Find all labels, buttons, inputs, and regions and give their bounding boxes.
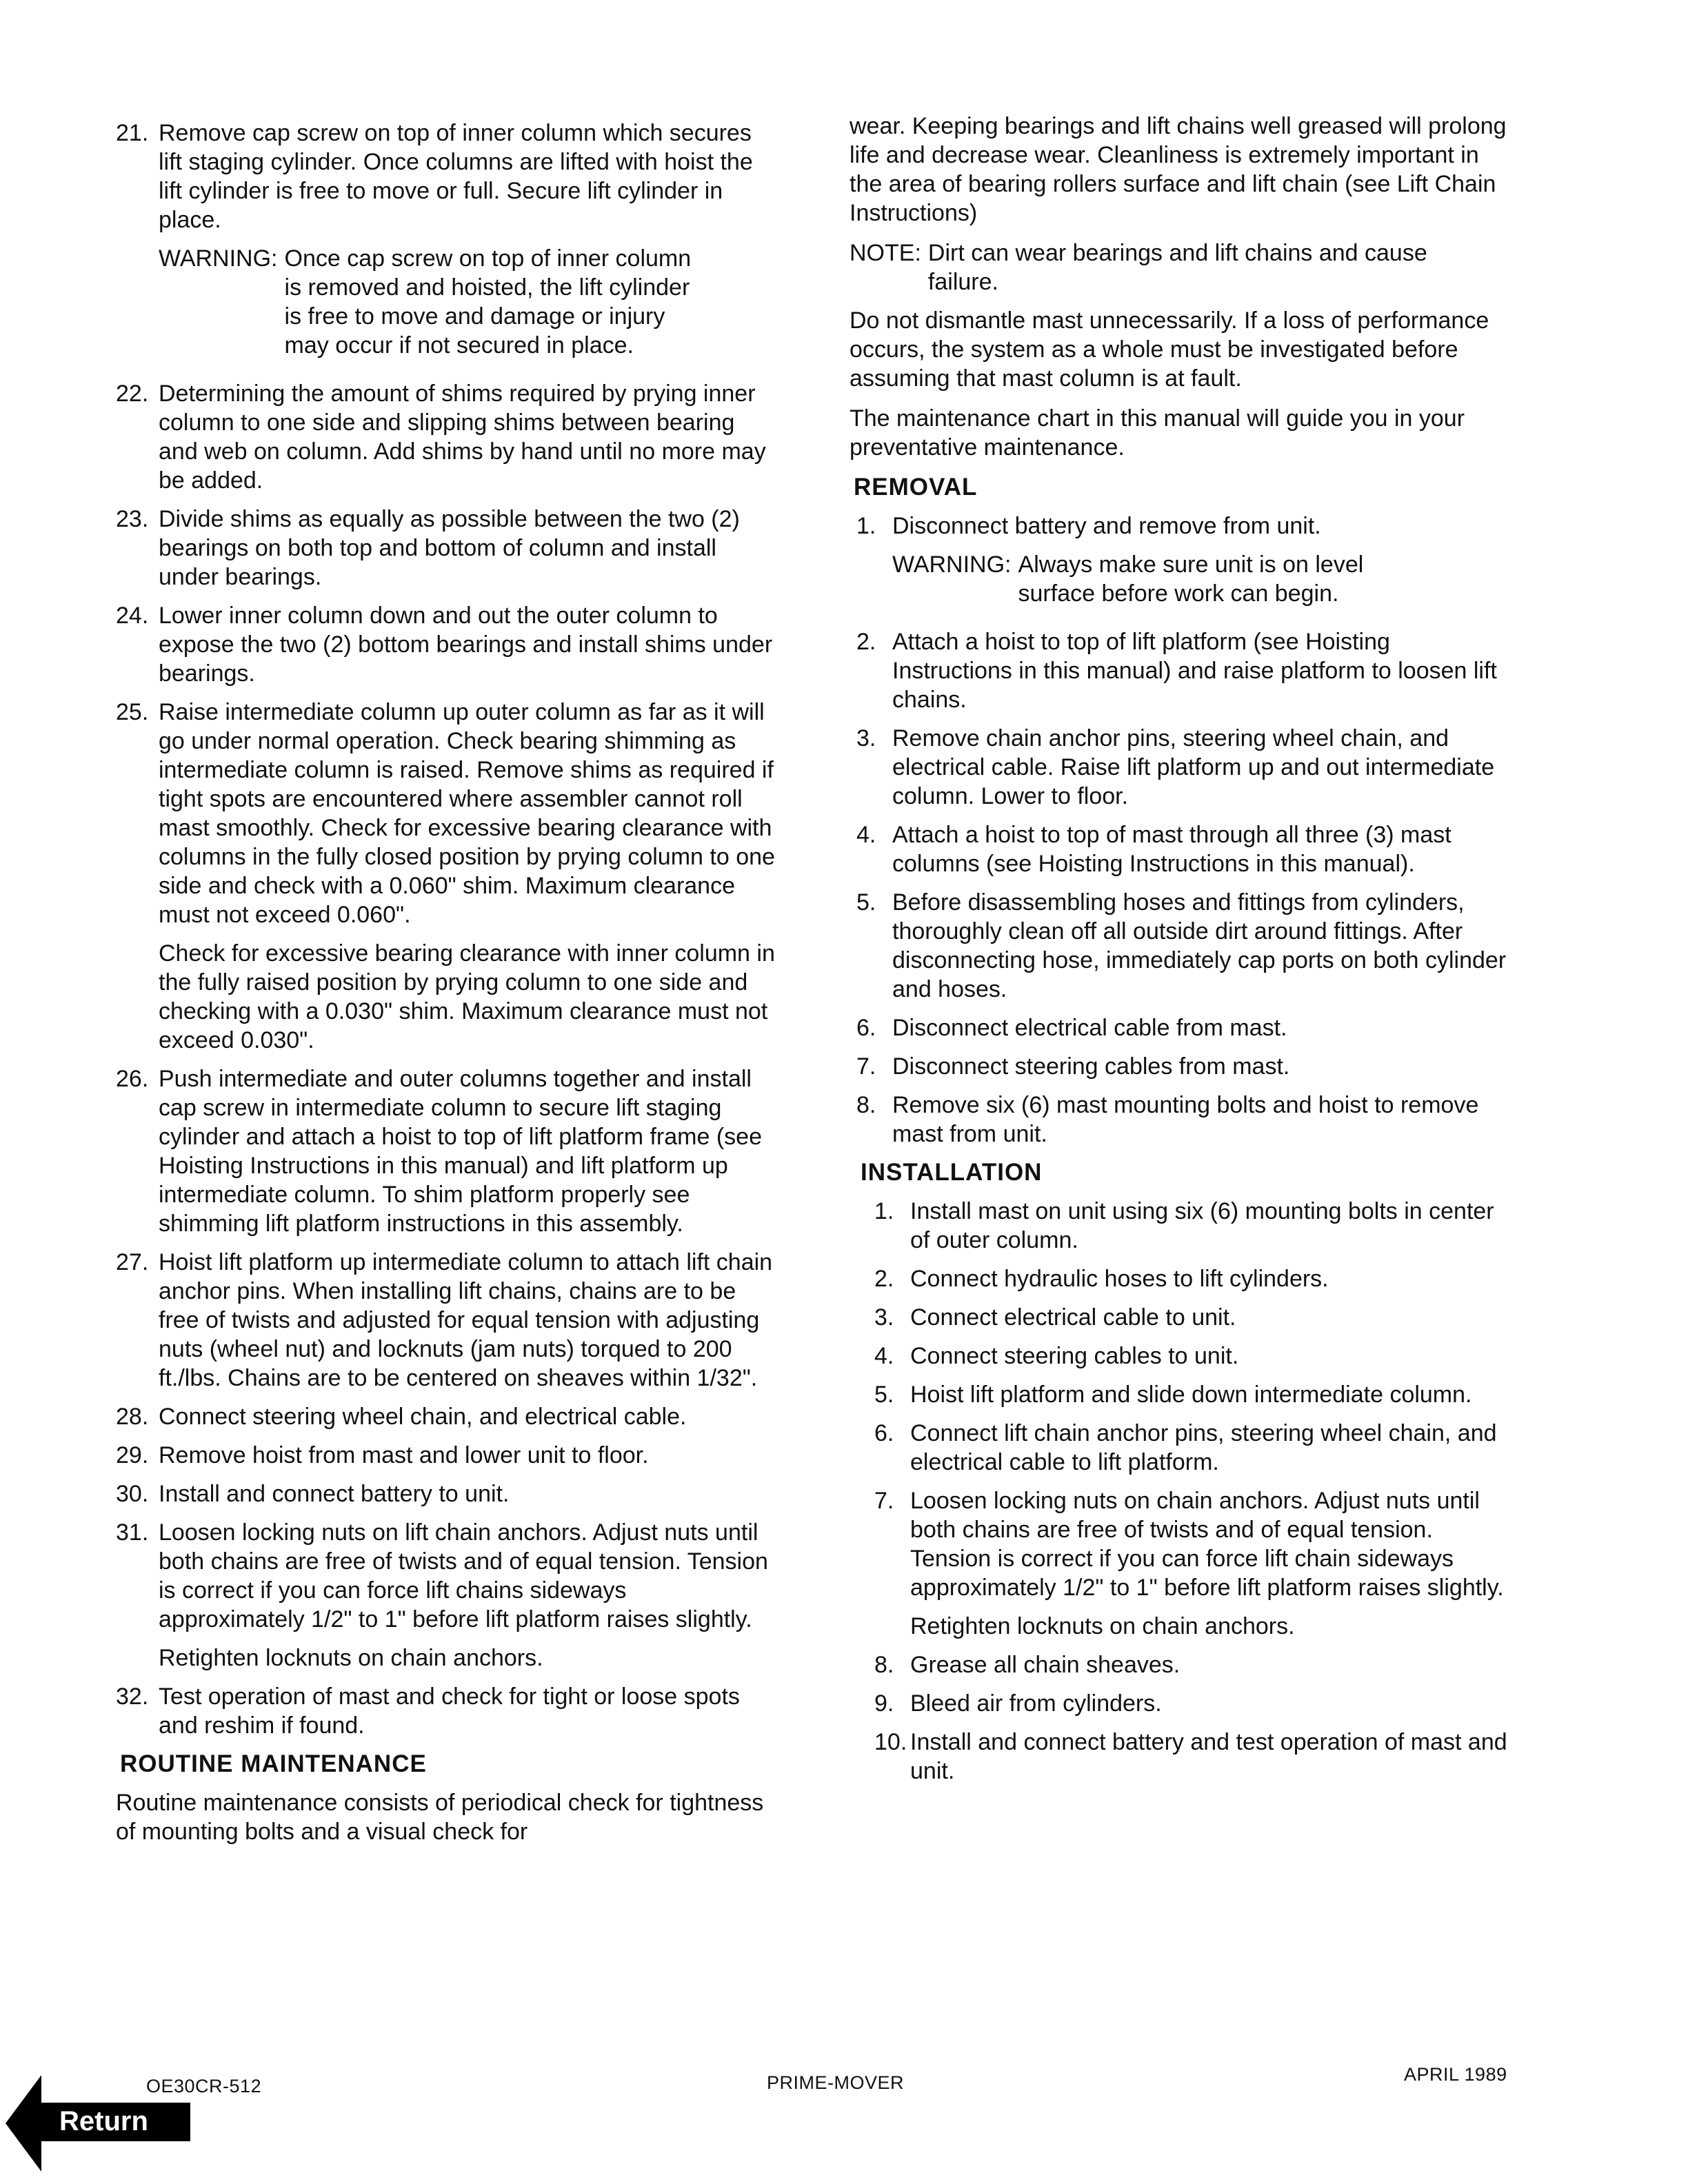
step-body [910, 1486, 1511, 1641]
document-code: OE30CR-512 [146, 2076, 262, 2096]
list-item [856, 888, 1511, 1004]
list-item [116, 1402, 778, 1431]
list-item [856, 1091, 1511, 1149]
step-number: 10. [874, 1729, 907, 1755]
step-number: 25. [116, 699, 149, 725]
step-body [159, 505, 778, 592]
step-body [159, 698, 778, 1055]
right-column [850, 112, 1511, 1795]
step-text: Grease all chain sheaves. [910, 1652, 1180, 1678]
maintenance-chart-paragraph: The maintenance chart in this manual will guide you in your preventative maintenance. [850, 405, 1465, 461]
step-number: 21. [116, 120, 149, 146]
step-text: Install and connect battery to unit. [159, 1481, 510, 1507]
step-text: Hoist lift platform up intermediate column to attach lift chain anchor pins. When installing lift chains, chains are to be free of twists and adjusted for equal tension with adjusting nuts (wheel nut) and locknuts (jam nuts) torqued to 200 ft./lbs. Chains are to be centered on sheaves within 1/32". [159, 1249, 773, 1391]
step-number: 27. [116, 1249, 149, 1275]
step-text: Connect steering wheel chain, and electrical cable. [159, 1404, 687, 1430]
step-body [910, 1419, 1511, 1477]
step-body [892, 820, 1511, 878]
list-item [874, 1380, 1511, 1409]
list-item [116, 1441, 778, 1470]
list-item [856, 1052, 1511, 1081]
step-text: Disconnect battery and remove from unit. [892, 513, 1321, 539]
list-item [116, 1064, 778, 1238]
step-text: Install and connect battery and test operation of mast and unit. [910, 1729, 1507, 1784]
step-text: Retighten locknuts on chain anchors. [910, 1613, 1295, 1639]
routine-maintenance-text: Routine maintenance consists of periodical check for tightness of mounting bolts and a visual check for [116, 1790, 764, 1845]
step-number: 23. [116, 506, 149, 532]
step-number: 2. [874, 1266, 894, 1292]
step-text: Check for excessive bearing clearance with inner column in the fully raised position by prying column to one side and checking with a 0.030" shim. Maximum clearance must not exceed 0.030". [159, 940, 775, 1053]
step-body [910, 1197, 1511, 1255]
step-text: Install mast on unit using six (6) mounting bolts in center of outer column. [910, 1198, 1494, 1253]
dismantle-paragraph: Do not dismantle mast unnecessarily. If a loss of performance occurs, the system as a whole must be investigated before assuming that mast column is at fault. [850, 307, 1489, 392]
step-number: 24. [116, 603, 149, 629]
step-text: Disconnect steering cables from mast. [892, 1053, 1290, 1080]
step-number: 28. [116, 1404, 149, 1430]
step-body [910, 1342, 1238, 1371]
warning-text: Always make sure unit is on level surface before work can begin. [1018, 552, 1364, 607]
step-body [892, 627, 1511, 714]
step-number: 7. [856, 1053, 876, 1080]
step-text: Connect hydraulic hoses to lift cylinders. [910, 1266, 1329, 1292]
step-text: Hoist lift platform and slide down intermediate column. [910, 1382, 1472, 1408]
step-text: Lower inner column down and out the outer column to expose the two (2) bottom bearings and install shims under bearings. [159, 603, 773, 687]
step-body [892, 512, 1511, 618]
installation-steps [874, 1197, 1511, 1786]
removal-steps [856, 512, 1511, 1149]
list-item [874, 1650, 1511, 1679]
step-body [910, 1264, 1329, 1293]
step-text: Connect lift chain anchor pins, steering wheel chain, and electrical cable to lift platform. [910, 1420, 1497, 1475]
maintenance-intro: wear. Keeping bearings and lift chains well greased will prolong life and decrease wear. Cleanliness is extremely important in the area of bearing rollers surface and lift chain (see Lift Chain Instructions) [850, 113, 1507, 226]
step-body [892, 1013, 1287, 1042]
list-item [856, 512, 1511, 618]
step-text: Remove cap screw on top of inner column which secures lift staging cylinder. Once columns are lifted with hoist the lift cylinder is free to move or full. Secure lift cylinder in place. [159, 120, 753, 233]
step-body [910, 1650, 1180, 1679]
step-number: 3. [856, 725, 876, 751]
step-body [159, 1441, 649, 1470]
list-item [116, 1248, 778, 1393]
warning-text: Once cap screw on top of inner column is removed and hoisted, the lift cylinder is free to move and damage or injury may occur if not secured in place. [284, 245, 692, 358]
step-body [159, 1402, 686, 1431]
step-number: 9. [874, 1690, 894, 1717]
step-text: Loosen locking nuts on chain anchors. Adjust nuts until both chains are free of twists and of equal tension. Tension is correct if you can force lift chain sideways approximately 1/2" to 1" before lift platform raises slightly. [910, 1488, 1504, 1601]
list-item [116, 1682, 778, 1740]
step-number: 5. [874, 1382, 894, 1408]
step-text: Connect steering cables to unit. [910, 1343, 1239, 1369]
left-column [116, 119, 778, 1857]
step-body [159, 1518, 778, 1672]
step-text: Disconnect electrical cable from mast. [892, 1015, 1287, 1041]
return-button[interactable] [6, 2075, 192, 2172]
step-text: Test operation of mast and check for tight or loose spots and reshim if found. [159, 1684, 740, 1739]
step-number: 30. [116, 1481, 149, 1507]
list-item [116, 505, 778, 592]
step-number: 26. [116, 1066, 149, 1092]
step-text: Remove chain anchor pins, steering wheel chain, and electrical cable. Raise lift platform up and out intermediate column. Lower to floor. [892, 725, 1495, 809]
step-body [159, 601, 778, 688]
step-body [910, 1728, 1511, 1786]
step-text: Remove six (6) mast mounting bolts and hoist to remove mast from unit. [892, 1092, 1479, 1147]
step-text: Bleed air from cylinders. [910, 1690, 1162, 1717]
publisher-name: PRIME-MOVER [767, 2072, 905, 2093]
step-number: 8. [874, 1652, 894, 1678]
list-item [874, 1303, 1511, 1332]
list-item [116, 601, 778, 688]
step-text: Remove hoist from mast and lower unit to floor. [159, 1442, 649, 1468]
step-body [892, 1091, 1511, 1149]
step-body [159, 379, 778, 495]
step-body [892, 1052, 1289, 1081]
step-number: 4. [856, 822, 876, 848]
list-item [874, 1197, 1511, 1255]
step-body [892, 888, 1511, 1004]
list-item [874, 1419, 1511, 1477]
list-item [874, 1486, 1511, 1641]
list-item [116, 119, 778, 370]
list-item [116, 1479, 778, 1508]
step-body [910, 1303, 1236, 1332]
step-number: 1. [874, 1198, 894, 1224]
step-body [159, 1064, 778, 1238]
step-body [910, 1689, 1162, 1718]
step-text: Loosen locking nuts on lift chain anchors. Adjust nuts until both chains are free of twists and of equal tension. Tension is correct if you can force lift chains sideways approximately 1/2" to 1" before lift platform raises slightly. [159, 1519, 768, 1632]
step-text: Divide shims as equally as possible between the two (2) bearings on both top and bottom of column and install under bearings. [159, 506, 740, 590]
list-item [856, 820, 1511, 878]
step-text: Retighten locknuts on chain anchors. [159, 1645, 543, 1671]
step-body [892, 724, 1511, 811]
routine-maintenance-heading: ROUTINE MAINTENANCE [120, 1750, 427, 1777]
step-text: Determining the amount of shims required by prying inner column to one side and slipping shims between bearing and web on column. Add shims by hand until no more may be added. [159, 381, 766, 494]
step-number: 5. [856, 889, 876, 916]
warning [159, 244, 778, 360]
list-item [856, 724, 1511, 811]
step-number: 29. [116, 1442, 149, 1468]
list-item [856, 1013, 1511, 1042]
note [850, 239, 1511, 296]
list-item [116, 379, 778, 495]
warning [892, 550, 1511, 608]
warning-label: WARNING: [159, 245, 278, 272]
step-body [159, 1248, 778, 1393]
list-item [874, 1689, 1511, 1718]
step-body [159, 119, 778, 370]
step-body [910, 1380, 1472, 1409]
removal-heading: REMOVAL [854, 474, 978, 501]
installation-heading: INSTALLATION [861, 1159, 1043, 1186]
return-label: Return [59, 2106, 148, 2136]
step-text: Attach a hoist to top of lift platform (see Hoisting Instructions in this manual) and raise platform to loosen lift chains. [892, 629, 1497, 713]
list-item [874, 1264, 1511, 1293]
step-number: 3. [874, 1304, 894, 1331]
list-item [856, 627, 1511, 714]
step-number: 31. [116, 1519, 149, 1546]
step-number: 4. [874, 1343, 894, 1369]
step-text: Connect electrical cable to unit. [910, 1304, 1236, 1331]
list-item [116, 1518, 778, 1672]
note-label: NOTE: [850, 240, 921, 266]
step-number: 22. [116, 381, 149, 407]
step-number: 7. [874, 1488, 894, 1514]
step-number: 6. [874, 1420, 894, 1446]
list-item [116, 698, 778, 1055]
step-body [159, 1682, 778, 1740]
list-item [874, 1728, 1511, 1786]
step-text: Attach a hoist to top of mast through all three (3) mast columns (see Hoisting Instructions in this manual). [892, 822, 1451, 877]
step-number: 6. [856, 1015, 876, 1041]
step-text: Before disassembling hoses and fittings from cylinders, thoroughly clean off all outside dirt around fittings. After disconnecting hose, immediately cap ports on both cylinder and hoses. [892, 889, 1507, 1002]
step-number: 32. [116, 1684, 149, 1710]
step-number: 1. [856, 513, 876, 539]
step-body [159, 1479, 509, 1508]
publication-date: APRIL 1989 [1404, 2064, 1507, 2085]
step-text: Raise intermediate column up outer column as far as it will go under normal operation. Check bearing shimming as intermediate column is raised. Remove shims as required if tight spots are encountered where assembler cannot roll mast smoothly. Check for excessive bearing clearance with columns in the fully closed position by prying column to one side and check with a 0.060" shim. Maximum clearance must not exceed 0.060". [159, 699, 775, 928]
list-item [874, 1342, 1511, 1371]
step-number: 8. [856, 1092, 876, 1118]
step-text: Push intermediate and outer columns together and install cap screw in intermediate column to secure lift staging cylinder and attach a hoist to top of lift platform frame (see Hoisting Instructions in this manual) and lift platform up intermediate column. To shim platform properly see shimming lift platform instructions in this assembly. [159, 1066, 762, 1237]
note-text: Dirt can wear bearings and lift chains and cause failure. [927, 240, 1427, 295]
procedure-steps [116, 119, 778, 1740]
warning-label: WARNING: [892, 552, 1012, 578]
step-number: 2. [856, 629, 876, 655]
